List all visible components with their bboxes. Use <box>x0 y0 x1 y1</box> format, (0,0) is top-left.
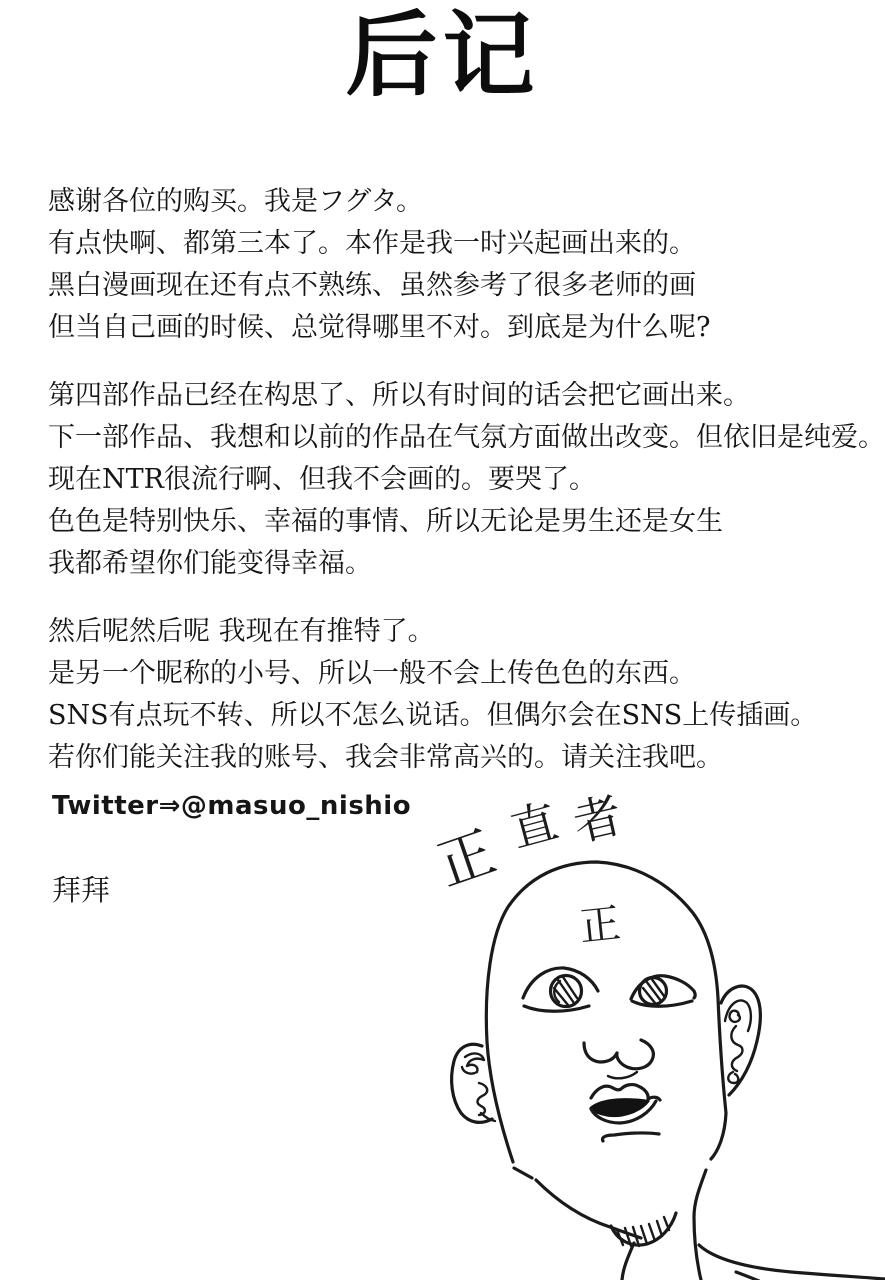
text-line: 黑白漫画现在还有点不熟练、虽然参考了很多老师的画 <box>48 270 696 301</box>
twitter-handle: Twitter⇒@masuo_nishio <box>52 791 412 821</box>
text-line: 若你们能关注我的账号、我会非常高兴的。请关注我吧。 <box>48 742 723 773</box>
text-line: 然后呢然后呢 我现在有推特了。 <box>48 616 435 647</box>
neck-and-shoulder <box>622 1170 885 1280</box>
farewell-text: 拜拜 <box>52 873 111 907</box>
label-char-3: 者 <box>568 787 628 853</box>
label-char-2: 直 <box>504 793 564 858</box>
text-line: 是另一个昵称的小号、所以一般不会上传色色的东西。 <box>48 658 696 689</box>
text-line: 感谢各位的购买。我是フグタ。 <box>48 186 424 217</box>
right-ear <box>721 986 760 1095</box>
text-line: 我都希望你们能变得幸福。 <box>48 548 372 579</box>
page-title: 后记 <box>345 1 540 109</box>
mouth <box>590 1085 660 1141</box>
text-line: 现在NTR很流行啊、但我不会画的。要哭了。 <box>48 464 596 495</box>
text-line: SNS有点玩不转、所以不怎么说话。但偶尔会在SNS上传插画。 <box>48 700 818 731</box>
text-line: 第四部作品已经在构思了、所以有时间的话会把它画出来。 <box>48 380 750 411</box>
nose <box>584 1040 653 1078</box>
sketch-handwritten-label <box>429 787 627 899</box>
text-line: 色色是特别快乐、幸福的事情、所以无论是男生还是女生 <box>48 506 723 537</box>
label-char-1: 正 <box>429 819 504 900</box>
forehead-mark: 正 <box>577 898 623 951</box>
right-eye <box>631 976 695 1007</box>
text-line: 有点快啊、都第三本了。本作是我一时兴起画出来的。 <box>48 228 696 259</box>
text-line: 下一部作品、我想和以前的作品在气氛方面做出改变。但依旧是纯爱。 <box>48 422 885 453</box>
text-line: 但当自己画的时候、总觉得哪里不对。到底是为什么呢? <box>48 312 711 343</box>
left-eye <box>523 968 598 1011</box>
